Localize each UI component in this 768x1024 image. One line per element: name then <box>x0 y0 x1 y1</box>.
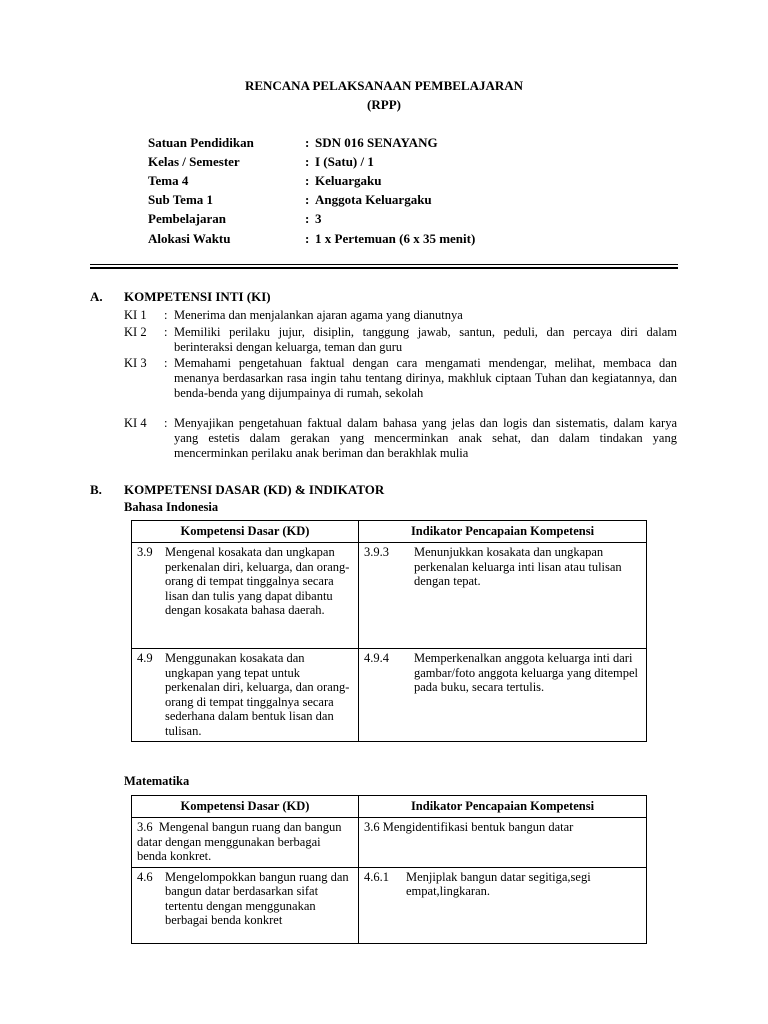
indikator-cell <box>359 649 647 742</box>
kd-text: Mengelompokkan bangun ruang dan bangun datar berdasarkan sifat tertentu dengan menggunakan berbagai benda konkret <box>165 869 349 927</box>
identity-value: I (Satu) / 1 <box>315 154 374 169</box>
table-row <box>132 818 647 868</box>
identity-value: 3 <box>315 211 322 226</box>
ki-text: Menyajikan pengetahuan faktual dalam bahasa yang jelas dan logis dan sistematis, dalam karya yang estetis dalam gerakan yang mencerminkan anak sehat, dan dalam tindakan yang mencerminkan perilaku anak beriman dan berakhlak mulia <box>174 416 677 460</box>
kd-table-matematika <box>131 795 647 944</box>
section-a-title: KOMPETENSI INTI (KI) <box>124 289 271 304</box>
indikator-text: Mengidentifikasi bentuk bangun datar <box>382 820 574 834</box>
identity-label: Satuan Pendidikan <box>148 135 254 150</box>
ki-colon: : <box>164 325 168 339</box>
indikator-cell <box>359 543 647 649</box>
kd-text: Mengenal bangun ruang dan bangun datar dengan menggunakan berbagai benda konkret. <box>137 820 342 863</box>
ki-code: KI 4 <box>124 416 147 430</box>
section-a-letter: A. <box>90 289 103 304</box>
kd-text: Menggunakan kosakata dan ungkapan yang tepat untuk perkenalan diri, keluarga, dan orang-orang di tempat tinggalnya secara sederhana dalam bentuk lisan dan tulisan. <box>165 651 350 738</box>
column-header-indikator: Indikator Pencapaian Kompetensi <box>359 521 647 543</box>
kd-number: 3.6 <box>137 820 153 834</box>
ki-code: KI 2 <box>124 325 147 339</box>
ki-text: Memahami pengetahuan faktual dengan cara mengamati mendengar, melihat, membaca dan menanya berdasarkan rasa ingin tahu tentang dirinya, makhluk ciptaan Tuhan dan kegiatannya, dan benda-benda yang dijumpainya di rumah, sekolah <box>174 356 677 400</box>
column-header-kd: Kompetensi Dasar (KD) <box>132 796 359 818</box>
document-title: RENCANA PELAKSANAAN PEMBELAJARAN <box>244 78 524 93</box>
ki-item-1 <box>124 308 678 323</box>
column-header-kd: Kompetensi Dasar (KD) <box>132 521 359 543</box>
ki-colon: : <box>164 356 168 370</box>
table-row <box>132 867 647 943</box>
indikator-number: 4.6.1 <box>364 869 389 884</box>
identity-label: Sub Tema 1 <box>148 192 214 207</box>
kd-number: 3.9 <box>137 545 153 559</box>
indikator-text: Menjiplak bangun datar segitiga,segi empat,lingkaran. <box>406 869 591 898</box>
subject-matematika: Matematika <box>124 774 190 788</box>
indikator-number: 3.9.3 <box>364 545 389 559</box>
indikator-number: 3.6 <box>364 820 380 834</box>
identity-label: Kelas / Semester <box>148 154 240 169</box>
ki-item-2 <box>124 325 678 355</box>
identity-colon: : <box>305 154 310 169</box>
divider-line-thick <box>90 267 678 269</box>
identity-colon: : <box>305 231 310 246</box>
table-row <box>132 543 647 649</box>
identity-colon: : <box>305 192 310 207</box>
identity-value: Keluargaku <box>315 173 382 188</box>
kd-cell <box>132 649 359 742</box>
indikator-number: 4.9.4 <box>364 651 389 665</box>
table-header-row <box>132 521 647 543</box>
kd-text: Mengenal kosakata dan ungkapan perkenalan diri, keluarga, dan orang-orang di tempat tinggalnya secara lisan dan tulis yang dapat dibantu dengan kosakata bahasa daerah. <box>165 545 350 617</box>
kd-table-bahasa <box>131 520 647 742</box>
identity-colon: : <box>305 135 310 150</box>
ki-colon: : <box>164 416 168 430</box>
indikator-cell <box>359 818 647 868</box>
ki-code: KI 3 <box>124 356 147 370</box>
subject-bahasa-indonesia: Bahasa Indonesia <box>124 500 219 514</box>
document-subtitle: (RPP) <box>367 97 401 112</box>
ki-text: Menerima dan menjalankan ajaran agama yang dianutnya <box>174 308 463 322</box>
identity-label: Pembelajaran <box>148 211 226 226</box>
identity-label: Tema 4 <box>148 173 189 188</box>
indikator-text: Menunjukkan kosakata dan ungkapan perkenalan keluarga inti lisan atau tulisan dengan tepat. <box>414 545 622 588</box>
kd-number: 4.9 <box>137 651 153 665</box>
ki-item-4 <box>124 416 678 461</box>
kd-cell <box>132 867 359 943</box>
section-b-title: KOMPETENSI DASAR (KD) & INDIKATOR <box>124 482 385 497</box>
section-b-letter: B. <box>90 482 102 497</box>
divider-line <box>90 264 678 265</box>
indikator-cell <box>359 867 647 943</box>
identity-value: SDN 016 SENAYANG <box>315 135 438 150</box>
indikator-text: Memperkenalkan anggota keluarga inti dari gambar/foto anggota keluarga yang ditempel pada buku, secara tertulis. <box>414 651 638 694</box>
table-row <box>132 649 647 742</box>
kd-number: 4.6 <box>137 869 153 884</box>
kd-cell <box>132 818 359 868</box>
ki-item-3 <box>124 356 678 416</box>
identity-colon: : <box>305 211 310 226</box>
ki-text: Memiliki perilaku jujur, disiplin, tanggung jawab, santun, peduli, dan percaya diri dalam berinteraksi dengan keluarga, teman dan guru <box>174 325 677 354</box>
identity-value: 1 x Pertemuan (6 x 35 menit) <box>315 231 476 246</box>
table-header-row <box>132 796 647 818</box>
identity-colon: : <box>305 173 310 188</box>
ki-code: KI 1 <box>124 308 147 322</box>
identity-label: Alokasi Waktu <box>148 231 231 246</box>
column-header-indikator: Indikator Pencapaian Kompetensi <box>359 796 647 818</box>
ki-colon: : <box>164 308 168 322</box>
kd-cell <box>132 543 359 649</box>
identity-value: Anggota Keluargaku <box>315 192 432 207</box>
